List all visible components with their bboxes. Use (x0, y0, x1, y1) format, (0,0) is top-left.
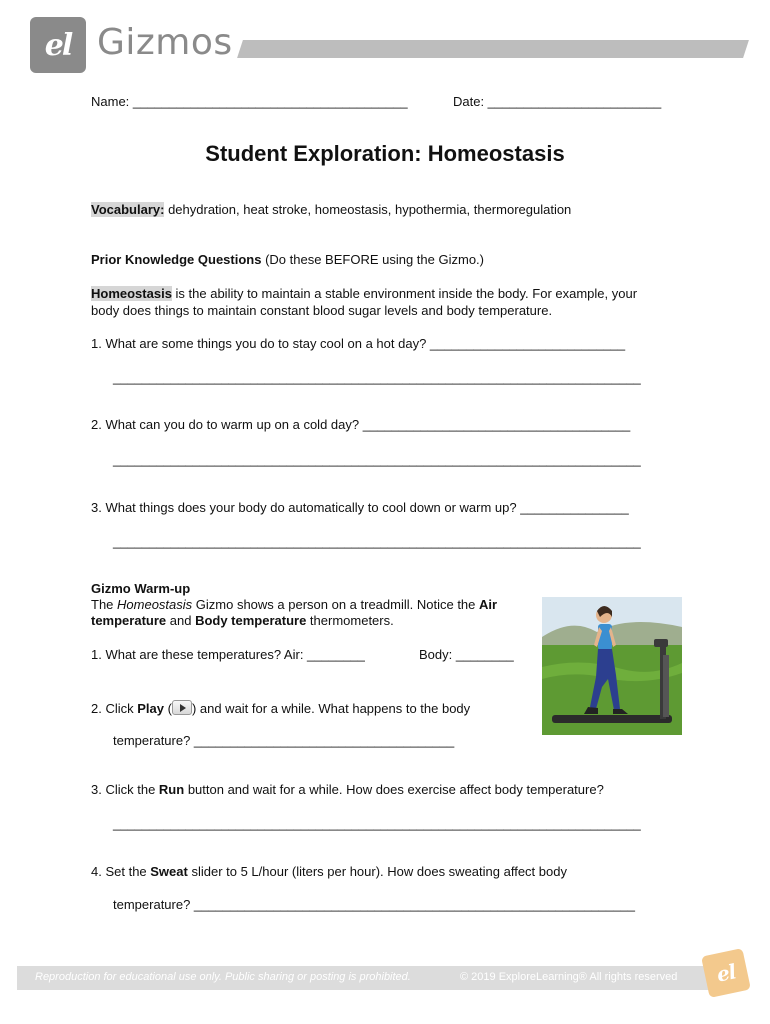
play-icon (172, 700, 192, 715)
answer-line: _________________________________________________________________________ (113, 370, 641, 385)
warmup-intro-line1: The Homeostasis Gizmo shows a person on a treadmill. Notice the Air (91, 597, 498, 612)
name-field: Name: ______________________________________ (91, 94, 408, 109)
warmup-question-2: 2. Click Play ( ) and wait for a while. What happens to the body (91, 701, 471, 716)
prior-question-1: 1. What are some things you do to stay cool on a hot day? ___________________________ (91, 336, 626, 351)
answer-line: _________________________________________________________________________ (113, 816, 641, 831)
warmup-question-3: 3. Click the Run button and wait for a while. How does exercise affect body temperature? (91, 782, 604, 797)
prior-question-3: 3. What things does your body do automatically to cool down or warm up? _______________ (91, 500, 629, 515)
homeostasis-definition-line1: Homeostasis is the ability to maintain a stable environment inside the body. For example, your (91, 286, 638, 301)
footer-reproduction-notice: Reproduction for educational use only. Public sharing or posting is prohibited. (35, 971, 411, 983)
warmup-intro-line2: temperature and Body temperature thermometers. (91, 613, 394, 628)
answer-line: _________________________________________________________________________ (113, 534, 641, 549)
header-decor-bar (237, 40, 749, 58)
treadmill-rail (663, 655, 669, 717)
homeostasis-term: Homeostasis (91, 286, 172, 301)
warmup-heading: Gizmo Warm-up (91, 581, 191, 596)
homeostasis-definition-line2: body does things to maintain constant blood sugar levels and body temperature. (91, 303, 553, 318)
vocabulary-line (91, 202, 571, 218)
footer-logo: el (701, 948, 751, 998)
warmup-question-4: 4. Set the Sweat slider to 5 L/hour (liters per hour). How does sweating affect body (91, 864, 567, 879)
warmup-question-1-body: Body: ________ (419, 647, 514, 662)
vocabulary-label: Vocabulary: (91, 202, 165, 217)
page-footer (17, 966, 717, 990)
explorelearning-logo: el (30, 17, 86, 73)
warmup-question-1: 1. What are these temperatures? Air: ________ (91, 647, 365, 662)
warmup-question-4-line2: temperature? _____________________________________________________________ (113, 897, 635, 912)
page-header (0, 0, 770, 90)
prior-question-2: 2. What can you do to warm up on a cold day? _____________________________________ (91, 417, 631, 432)
treadmill-illustration (542, 597, 682, 735)
answer-line: _________________________________________________________________________ (113, 452, 641, 467)
footer-copyright: © 2019 ExploreLearning® All rights reserved (460, 971, 678, 983)
brand-name: Gizmos (97, 22, 233, 63)
page-title: Student Exploration: Homeostasis (205, 141, 565, 166)
warmup-question-2-line2: temperature? ____________________________________ (113, 733, 455, 748)
vocabulary-terms: dehydration, heat stroke, homeostasis, hypothermia, thermoregulation (164, 202, 572, 217)
date-field: Date: ________________________ (453, 94, 662, 109)
treadmill-belt (552, 715, 672, 723)
prior-knowledge-heading: Prior Knowledge Questions (Do these BEFORE using the Gizmo.) (91, 252, 484, 267)
treadmill-scene-svg (542, 597, 682, 735)
treadmill-console (654, 639, 668, 647)
